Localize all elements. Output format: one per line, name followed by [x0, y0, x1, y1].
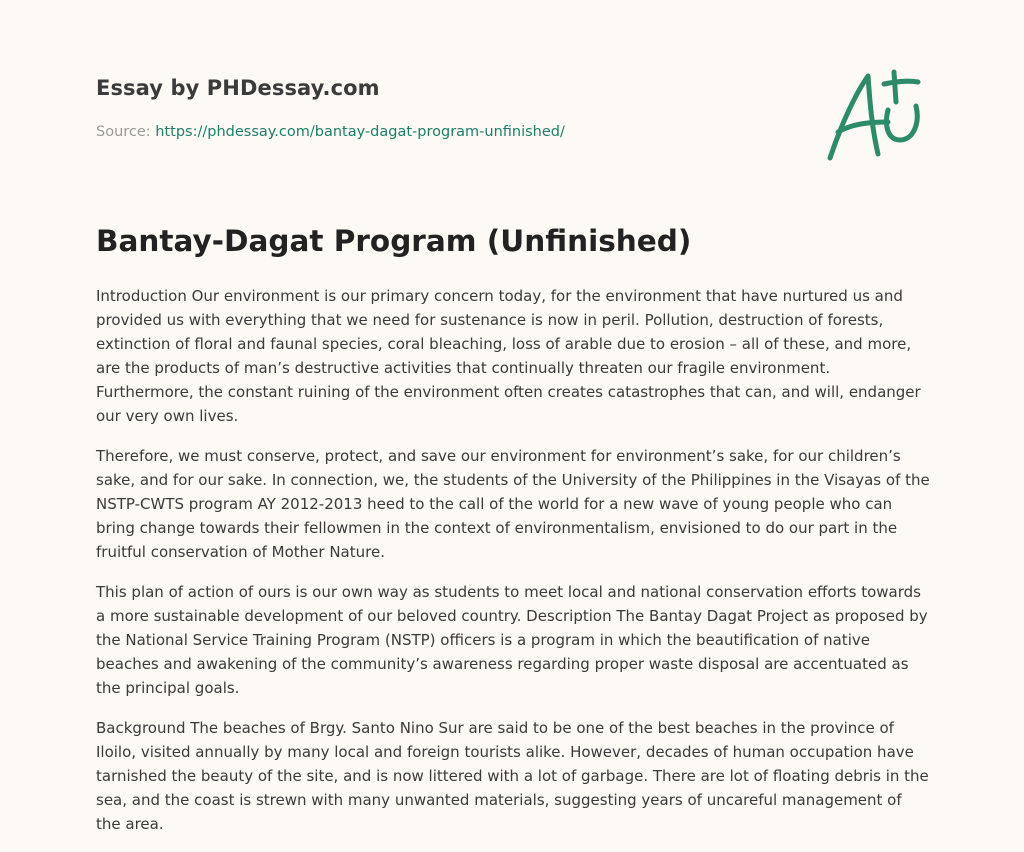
paragraph: Therefore, we must conserve, protect, and save our environment for environment’s sake, for our children’s sake, and for our sake. In connection, we, the students of the University of the Philippines in the Visayas of the NSTP-CWTS program AY 2012-2013 heed to the call of the world for a new wave of young people who can bring change towards their fellowmen in the context of environmentalism, envisioned to do our part in the fruitful conservation of Mother Nature. [96, 447, 930, 561]
paragraph: Introduction Our environment is our primary concern today, for the environment that have nurtured us and provided us with everything that we need for sustenance is now in peril. Pollution, destruction of forests, extinction of floral and faunal species, coral bleaching, loss of arable due to erosion – all of these, and more, are the products of man’s destructive activities that continually threaten our fragile environment. Furthermore, the constant ruining of the environment often creates catastrophes that can, and will, endanger our very own lives. [96, 287, 921, 425]
paragraph: Background The beaches of Brgy. Santo Nino Sur are said to be one of the best beaches in the province of Iloilo, visited annually by many local and foreign tourists alike. However, decades of human occupation have tarnished the beauty of the site, and is now littered with a lot of garbage. There are lot of floating debris in the sea, and the coast is strewn with many unwanted materials, suggesting years of uncareful management of the area. [96, 719, 929, 833]
brand-title: Essay by PHDessay.com [96, 76, 380, 100]
page-header [96, 76, 796, 140]
source-line [96, 124, 796, 140]
source-label: Source: [96, 124, 151, 140]
paragraph: This plan of action of ours is our own way as students to meet local and national conservation efforts towards a more sustainable development of our beloved country. Description The Bantay Dagat Project as proposed by the National Service Training Program (NSTP) officers is a program in which the beautification of native beaches and awakening of the community’s awareness regarding proper waste disposal are accentuated as the principal goals. [96, 583, 928, 697]
a-plus-icon [822, 66, 932, 166]
essay-title: Bantay-Dagat Program (Unfinished) [96, 224, 692, 258]
essay-body [96, 284, 930, 852]
source-link[interactable]: https://phdessay.com/bantay-dagat-program-unfinished/ [155, 124, 565, 140]
